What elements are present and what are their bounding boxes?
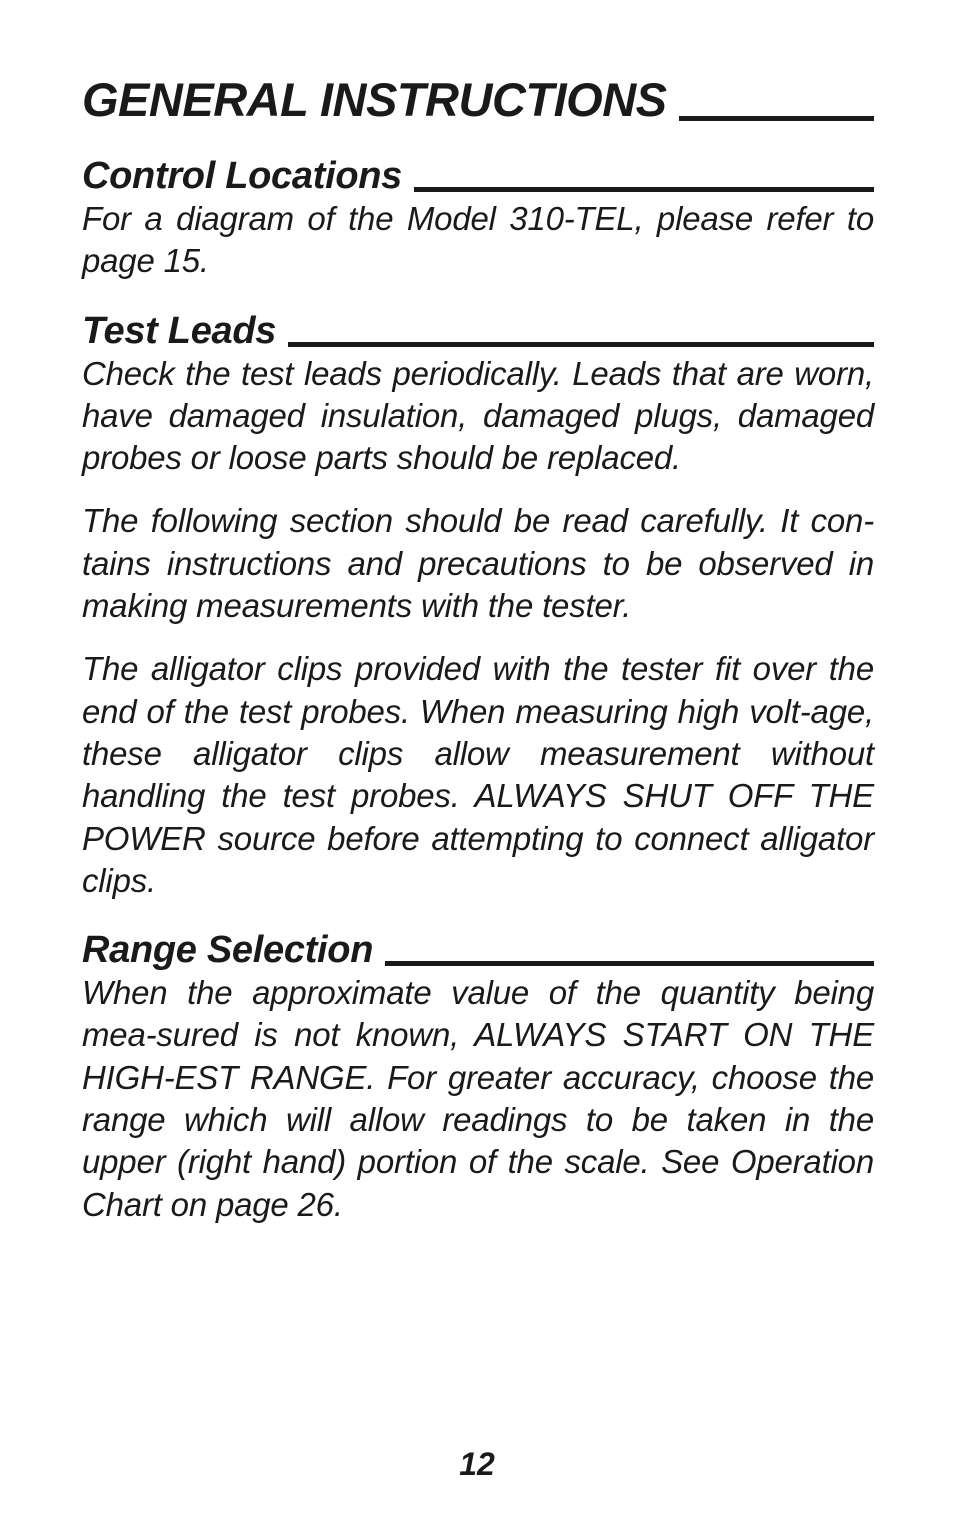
section-heading-row <box>82 309 874 353</box>
section-control-locations <box>82 154 874 283</box>
title-rule <box>679 116 875 121</box>
section-heading-row <box>82 928 874 972</box>
heading-rule <box>414 187 874 192</box>
heading-rule <box>288 342 874 347</box>
section-heading: Test Leads <box>82 309 277 352</box>
paragraph: The alligator clips provided with the tester fit over the end of the test probes. When measuring high volt-age, these alligator clips allow measurement without handling the test probes. ALWAYS SHUT OFF THE POWER source before attempting to connect alligator clips. <box>82 650 874 899</box>
section-test-leads <box>82 309 874 903</box>
section-range-selection <box>82 928 874 1226</box>
manual-page <box>82 72 874 1226</box>
paragraph: The following section should be read carefully. It con-tains instructions and precautions to be observed in making measurements with the tester. <box>82 502 874 625</box>
paragraph: Check the test leads periodically. Leads that are worn, have damaged insulation, damaged plugs, damaged probes or loose parts should be replaced. <box>82 354 874 477</box>
section-heading: Range Selection <box>82 929 374 972</box>
paragraph: When the approximate value of the quantity being mea-sured is not known, ALWAYS START ON THE HIGH-EST RANGE. For greater accuracy, choose the range which will allow readings to be taken in the upper (right hand) portion of the scale. See Operation Chart on page 26. <box>82 974 874 1223</box>
section-heading-row <box>82 154 874 198</box>
title-row <box>82 72 874 128</box>
paragraph: For a diagram of the Model 310-TEL, please refer to page 15. <box>82 200 874 280</box>
page-title: GENERAL INSTRUCTIONS <box>82 73 667 126</box>
heading-rule <box>385 961 874 966</box>
section-heading: Control Locations <box>82 155 402 197</box>
page-number: 12 <box>459 1446 495 1482</box>
